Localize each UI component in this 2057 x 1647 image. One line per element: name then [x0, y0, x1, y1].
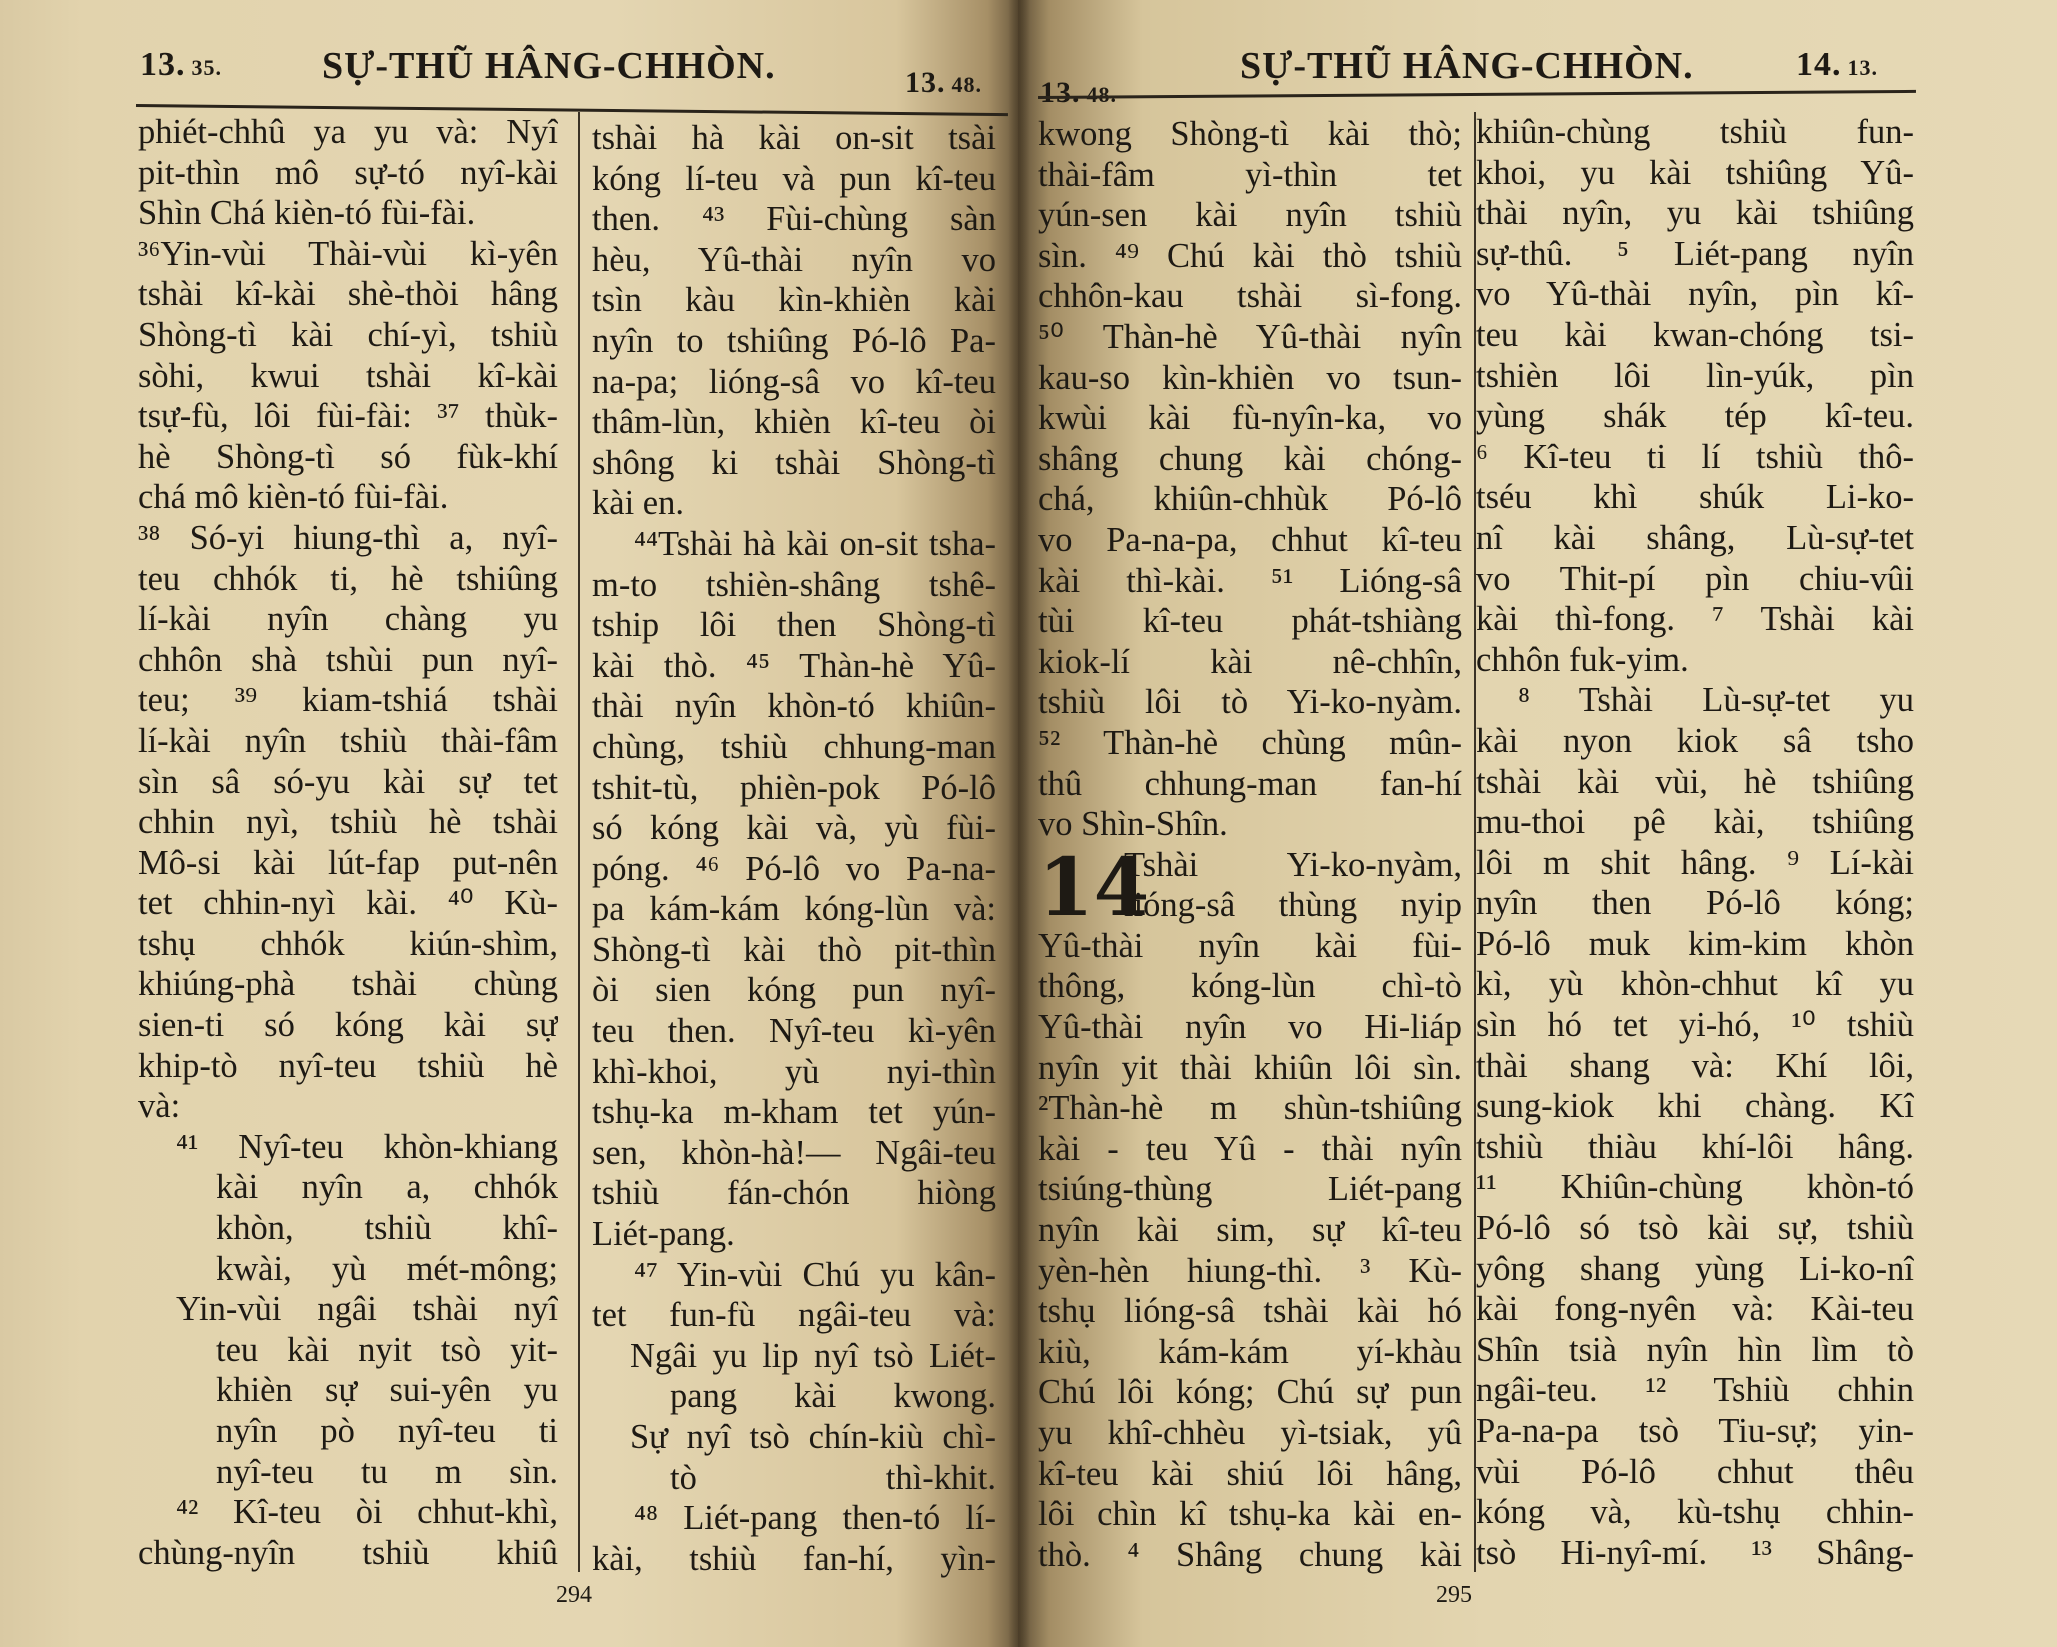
- left-page-column-2: [592, 118, 996, 1578]
- text-line: yún-sen kài nyîn tshiù: [1038, 196, 1462, 235]
- text-line: kài nyon kiok sâ tsho: [1476, 721, 1914, 760]
- text-line: nyîn kài sim, sự kî-teu: [1038, 1211, 1462, 1250]
- text-line: tsò Hi-nyî-mí. ¹³ Shâng-: [1476, 1533, 1914, 1572]
- text-line: khì-khoi, yù nyi-thìn: [592, 1052, 996, 1091]
- text-line: lôi chìn kî tshụ-ka kài en-: [1038, 1495, 1462, 1534]
- text-line: tshiù thiàu khí-lôi hâng.: [1476, 1127, 1914, 1166]
- text-line: pa kám-kám kóng-lùn và:: [592, 890, 996, 929]
- text-line: sung-kiok khi chàng. Kî: [1476, 1087, 1914, 1126]
- text-line: khiûn-chùng tshiù fun-: [1476, 113, 1914, 151]
- text-line: kî-teu kài shiú lôi hâng,: [1038, 1454, 1462, 1493]
- text-line: Yû-thài nyîn kài fùi-: [1038, 926, 1462, 965]
- text-line: thài shang và: Khí lôi,: [1476, 1046, 1914, 1085]
- text-line: kài, tshiù fan-hí, yìn-: [592, 1539, 996, 1578]
- text-line: lióng-sâ thùng nyip: [1124, 886, 1462, 925]
- text-line: chhin nyì, tshiù hè tshài: [138, 803, 558, 842]
- text-line: lôi m shit hâng. ⁹ Lí-kài: [1476, 843, 1914, 882]
- text-line: ⁵² Thàn-hè chùng mûn-: [1038, 723, 1462, 762]
- text-line: thài nyîn khòn-tó khiûn-: [592, 687, 996, 726]
- text-line: nyîn to tshiûng Pó-lô Pa-: [592, 321, 996, 360]
- text-line: tship lôi then Shòng-tì: [592, 606, 996, 645]
- text-line: shâng chung kài chóng-: [1038, 439, 1462, 478]
- text-line: chhôn-kau tshài sì-fong.: [1038, 277, 1462, 316]
- text-line: tsiúng-thùng Liét-pang: [1038, 1170, 1462, 1209]
- text-line: Pó-lô só tsò kài sự, tshiù: [1476, 1209, 1914, 1248]
- text-line: òi sien kóng pun nyî-: [592, 971, 996, 1010]
- text-line: ⁶ Kî-teu ti lí tshiù thô-: [1476, 437, 1914, 476]
- text-line: tshit-tù, phièn-pok Pó-lô: [592, 768, 996, 807]
- text-line: sìn sâ só-yu kài sự tet: [138, 762, 558, 801]
- text-line: mu-thoi pê kài, tshiûng: [1476, 803, 1914, 842]
- text-line: pang kài kwong.: [670, 1377, 996, 1416]
- text-line: kài thì-kài. ⁵¹ Lióng-sâ: [1038, 561, 1462, 600]
- text-line: kài fong-nyên và: Kài-teu: [1476, 1290, 1914, 1329]
- text-line: m-to tshièn-shâng tshê-: [592, 565, 996, 604]
- text-line: tséu khì shúk Li-ko-: [1476, 478, 1914, 517]
- text-line: kwong Shòng-tì kài thò;: [1038, 115, 1462, 153]
- text-line: Ngâi yu lip nyî tsò Liét-: [630, 1336, 996, 1375]
- right-page-column-2: [1476, 112, 1914, 1582]
- text-line: sen, khòn-hà!— Ngâi-teu: [592, 1133, 996, 1172]
- text-line: póng. ⁴⁶ Pó-lô vo Pa-na-: [592, 849, 996, 888]
- text-line: kiok-lí kài nê-chhîn,: [1038, 642, 1462, 681]
- text-line: tshiù lôi tò Yi-ko-nyàm.: [1038, 683, 1462, 722]
- right-header-chapter-ref: 14. 13.: [1796, 46, 1878, 83]
- text-line: ⁸ Tshài Lù-sự-tet yu: [1518, 681, 1914, 720]
- text-line: thông, kóng-lùn chì-tò: [1038, 967, 1462, 1006]
- text-line: hèu, Yû-thài nyîn vo: [592, 240, 996, 279]
- text-line: thài nyîn, yu kài tshiûng: [1476, 194, 1914, 233]
- left-column-divider: [578, 112, 580, 1572]
- text-line: sien-ti só kóng kài sự: [138, 1006, 558, 1045]
- text-line: khòn, tshiù khî-: [216, 1209, 558, 1248]
- left-header-chapter-ref: 13. 35.: [140, 46, 222, 83]
- text-line: kwùi kài fù-nyîn-ka, vo: [1038, 399, 1462, 438]
- text-line: ¹¹ Khiûn-chùng khòn-tó: [1476, 1168, 1914, 1207]
- text-line: tshụ lióng-sâ tshài kài hó: [1038, 1292, 1462, 1331]
- text-line: ⁴² Kî-teu òi chhut-khì,: [176, 1493, 558, 1532]
- text-line: Sự nyî tsò chín-kiù chì-: [630, 1418, 996, 1456]
- text-line: tshài kî-kài shè-thòi hâng: [138, 275, 558, 314]
- right-page-number: 295: [1436, 1582, 1472, 1608]
- text-line: nyîn pò nyî-teu ti: [216, 1412, 558, 1450]
- text-line: và:: [138, 1087, 181, 1126]
- text-line: Shòng-tì kài thò pit-thìn: [592, 930, 996, 969]
- text-line: kau-so kìn-khièn vo tsun-: [1038, 358, 1462, 397]
- text-line: shông ki tshài Shòng-tì: [592, 443, 996, 482]
- text-line: chùng-nyîn tshiù khiû: [138, 1533, 558, 1572]
- text-line: vo Pa-na-pa, chhut kî-teu: [1038, 520, 1462, 559]
- text-line: chá, khiûn-chhùk Pó-lô: [1038, 480, 1462, 519]
- right-page: [1018, 0, 2057, 1647]
- text-line: kì, yù khòn-chhut kî yu: [1476, 965, 1914, 1004]
- right-header-rule: [1038, 90, 1916, 99]
- text-line: Liét-pang.: [592, 1215, 735, 1254]
- text-line: Pa-na-pa tsò Tiu-sự; yin-: [1476, 1412, 1914, 1450]
- text-line: kiù, kám-kám yí-khàu: [1038, 1332, 1462, 1371]
- text-line: ⁴¹ Nyî-teu khòn-khiang: [176, 1127, 558, 1166]
- text-line: yu khî-chhèu yì-tsiak, yû: [1038, 1414, 1462, 1452]
- text-line: tsìn kàu kìn-khièn kài: [592, 281, 996, 320]
- left-page-column-1: [138, 112, 558, 1582]
- text-line: tùi kî-teu phát-tshiàng: [1038, 602, 1462, 641]
- text-line: nyîn yit thài khiûn lôi sìn.: [1038, 1048, 1462, 1087]
- left-header-title: SỰ-THŨ HÂNG-CHHÒN.: [322, 45, 776, 87]
- text-line: sòhi, kwui tshài kî-kài: [138, 356, 558, 395]
- text-line: chá mô kièn-tó fùi-fài.: [138, 478, 449, 517]
- text-line: Pó-lô muk kim-kim khòn: [1476, 924, 1914, 963]
- text-line: só kóng kài và, yù fùi-: [592, 809, 996, 848]
- text-line: lí-kài nyîn tshiù thài-fâm: [138, 721, 558, 760]
- text-line: ⁴⁷ Yin-vùi Chú yu kân-: [634, 1255, 996, 1294]
- text-line: thâm-lùn, khièn kî-teu òi: [592, 403, 996, 442]
- text-line: tsự-fù, lôi fùi-fài: ³⁷ thùk-: [138, 397, 558, 436]
- text-line: tet fun-fù ngâi-teu và:: [592, 1296, 996, 1335]
- text-line: khiúng-phà tshài chùng: [138, 965, 558, 1004]
- text-line: teu then. Nyî-teu kì-yên: [592, 1012, 996, 1051]
- text-line: Yû-thài nyîn vo Hi-liáp: [1038, 1008, 1462, 1047]
- text-line: yùng shák tép kî-teu.: [1476, 397, 1914, 436]
- text-line: sìn. ⁴⁹ Chú kài thò tshiù: [1038, 236, 1462, 275]
- text-line: sìn hó tet yi-hó, ¹⁰ tshiù: [1476, 1006, 1914, 1045]
- text-line: tshụ-ka m-kham tet yún-: [592, 1093, 996, 1132]
- text-line: ngâi-teu. ¹² Tshiù chhin: [1476, 1371, 1914, 1410]
- text-line: na-pa; lióng-sâ vo kî-teu: [592, 362, 996, 401]
- left-page: [0, 0, 1018, 1647]
- text-line: thò. ⁴ Shâng chung kài: [1038, 1535, 1462, 1574]
- text-line: kài thì-fong. ⁷ Tshài kài: [1476, 600, 1914, 639]
- text-line: khip-tò nyî-teu tshiù hè: [138, 1046, 558, 1085]
- text-line: kài thò. ⁴⁵ Thàn-hè Yû-: [592, 646, 996, 685]
- text-line: yông shang yùng Li-ko-nî: [1476, 1249, 1914, 1288]
- text-line: nî kài shâng, Lù-sự-tet: [1476, 518, 1914, 557]
- text-line: ³⁶Yin-vùi Thài-vùi kì-yên: [138, 234, 558, 273]
- left-page-number: 294: [556, 1582, 592, 1608]
- right-page-column-1: [1038, 114, 1462, 1584]
- text-line: vo Thit-pí pìn chiu-vûi: [1476, 559, 1914, 598]
- text-line: khièn sự sui-yên yu: [216, 1371, 558, 1410]
- chapter-number-drop: 14: [1038, 839, 1150, 934]
- text-line: thû chhung-man fan-hí: [1038, 764, 1462, 803]
- text-line: Yin-vùi ngâi tshài nyî: [176, 1290, 558, 1329]
- chapter-14-block: [1038, 839, 1462, 1576]
- text-line: tò thì-khit.: [670, 1458, 996, 1497]
- text-line: Shòng-tì kài chí-yì, tshiù: [138, 315, 558, 354]
- text-line: Shîn tsià nyîn hìn lìm tò: [1476, 1330, 1914, 1369]
- left-header-end-ref: 13. 48.: [905, 66, 982, 99]
- text-line: tshièn lôi lìn-yúk, pìn: [1476, 356, 1914, 395]
- text-line: tshài hà kài on-sit tsài: [592, 119, 996, 157]
- text-line: tshài kài vùi, hè tshiûng: [1476, 762, 1914, 801]
- book-gutter: [1008, 0, 1030, 1647]
- text-line: sự-thû. ⁵ Liét-pang nyîn: [1476, 234, 1914, 273]
- text-line: nyî-teu tu m sìn.: [216, 1452, 558, 1491]
- text-line: nyîn then Pó-lô kóng;: [1476, 884, 1914, 923]
- text-line: ⁴⁸ Liét-pang then-tó lí-: [634, 1499, 996, 1538]
- text-line: vùi Pó-lô chhut thêu: [1476, 1452, 1914, 1491]
- right-page-header: [1018, 40, 2057, 109]
- text-line: hè Shòng-tì só fùk-khí: [138, 437, 558, 476]
- text-line: tshụ chhók kiún-shìm,: [138, 924, 558, 963]
- right-header-title: SỰ-THŨ HÂNG-CHHÒN.: [1240, 45, 1694, 87]
- text-line: vo Yû-thài nyîn, pìn kî-: [1476, 275, 1914, 314]
- text-line: kài - teu Yû - thài nyîn: [1038, 1129, 1462, 1168]
- text-line: teu kài kwan-chóng tsi-: [1476, 315, 1914, 354]
- text-line: chùng, tshiù chhung-man: [592, 727, 996, 766]
- text-line: tshiù fán-chón hiòng: [592, 1174, 996, 1213]
- text-line: ³⁸ Só-yi hiung-thì a, nyî-: [138, 518, 558, 557]
- text-line: Tshài Yi-ko-nyàm,: [1124, 845, 1462, 884]
- text-line: Mô-si kài lút-fap put-nên: [138, 843, 558, 882]
- text-line: kài nyîn a, chhók: [216, 1168, 558, 1207]
- text-line: teu kài nyit tsò yit-: [216, 1330, 558, 1369]
- text-line: kóng lí-teu và pun kî-teu: [592, 159, 996, 198]
- text-line: thài-fâm yì-thìn tet: [1038, 155, 1462, 194]
- text-line: chhôn shà tshùi pun nyî-: [138, 640, 558, 679]
- text-line: kài en.: [592, 484, 684, 523]
- right-header-start-ref: 13. 48.: [1040, 76, 1117, 109]
- text-line: kwài, yù mét-mông;: [216, 1249, 558, 1288]
- text-line: tet chhin-nyì kài. ⁴⁰ Kù-: [138, 884, 558, 923]
- left-page-header: [0, 40, 1018, 99]
- text-line: Chú lôi kóng; Chú sự pun: [1038, 1373, 1462, 1412]
- text-line: khoi, yu kài tshiûng Yû-: [1476, 153, 1914, 192]
- text-line: ⁴⁴Tshài hà kài on-sit tsha-: [634, 524, 996, 563]
- text-line: then. ⁴³ Fùi-chùng sàn: [592, 200, 996, 239]
- text-line: yèn-hèn hiung-thì. ³ Kù-: [1038, 1251, 1462, 1290]
- text-line: lí-kài nyîn chàng yu: [138, 600, 558, 639]
- text-line: ²Thàn-hè m shùn-tshiûng: [1038, 1089, 1462, 1128]
- text-line: Shìn Chá kièn-tó fùi-fài.: [138, 194, 476, 233]
- text-line: phiét-chhû ya yu và: Nyî: [138, 113, 558, 151]
- text-line: kóng và, kù-tshụ chhin-: [1476, 1493, 1914, 1532]
- text-line: pit-thìn mô sự-tó nyî-kài: [138, 153, 558, 192]
- text-line: ⁵⁰ Thàn-hè Yû-thài nyîn: [1038, 317, 1462, 356]
- text-line: vo Shìn-Shîn.: [1038, 805, 1228, 844]
- text-line: teu; ³⁹ kiam-tshiá tshài: [138, 681, 558, 720]
- text-line: teu chhók ti, hè tshiûng: [138, 559, 558, 598]
- text-line: chhôn fuk-yim.: [1476, 640, 1689, 679]
